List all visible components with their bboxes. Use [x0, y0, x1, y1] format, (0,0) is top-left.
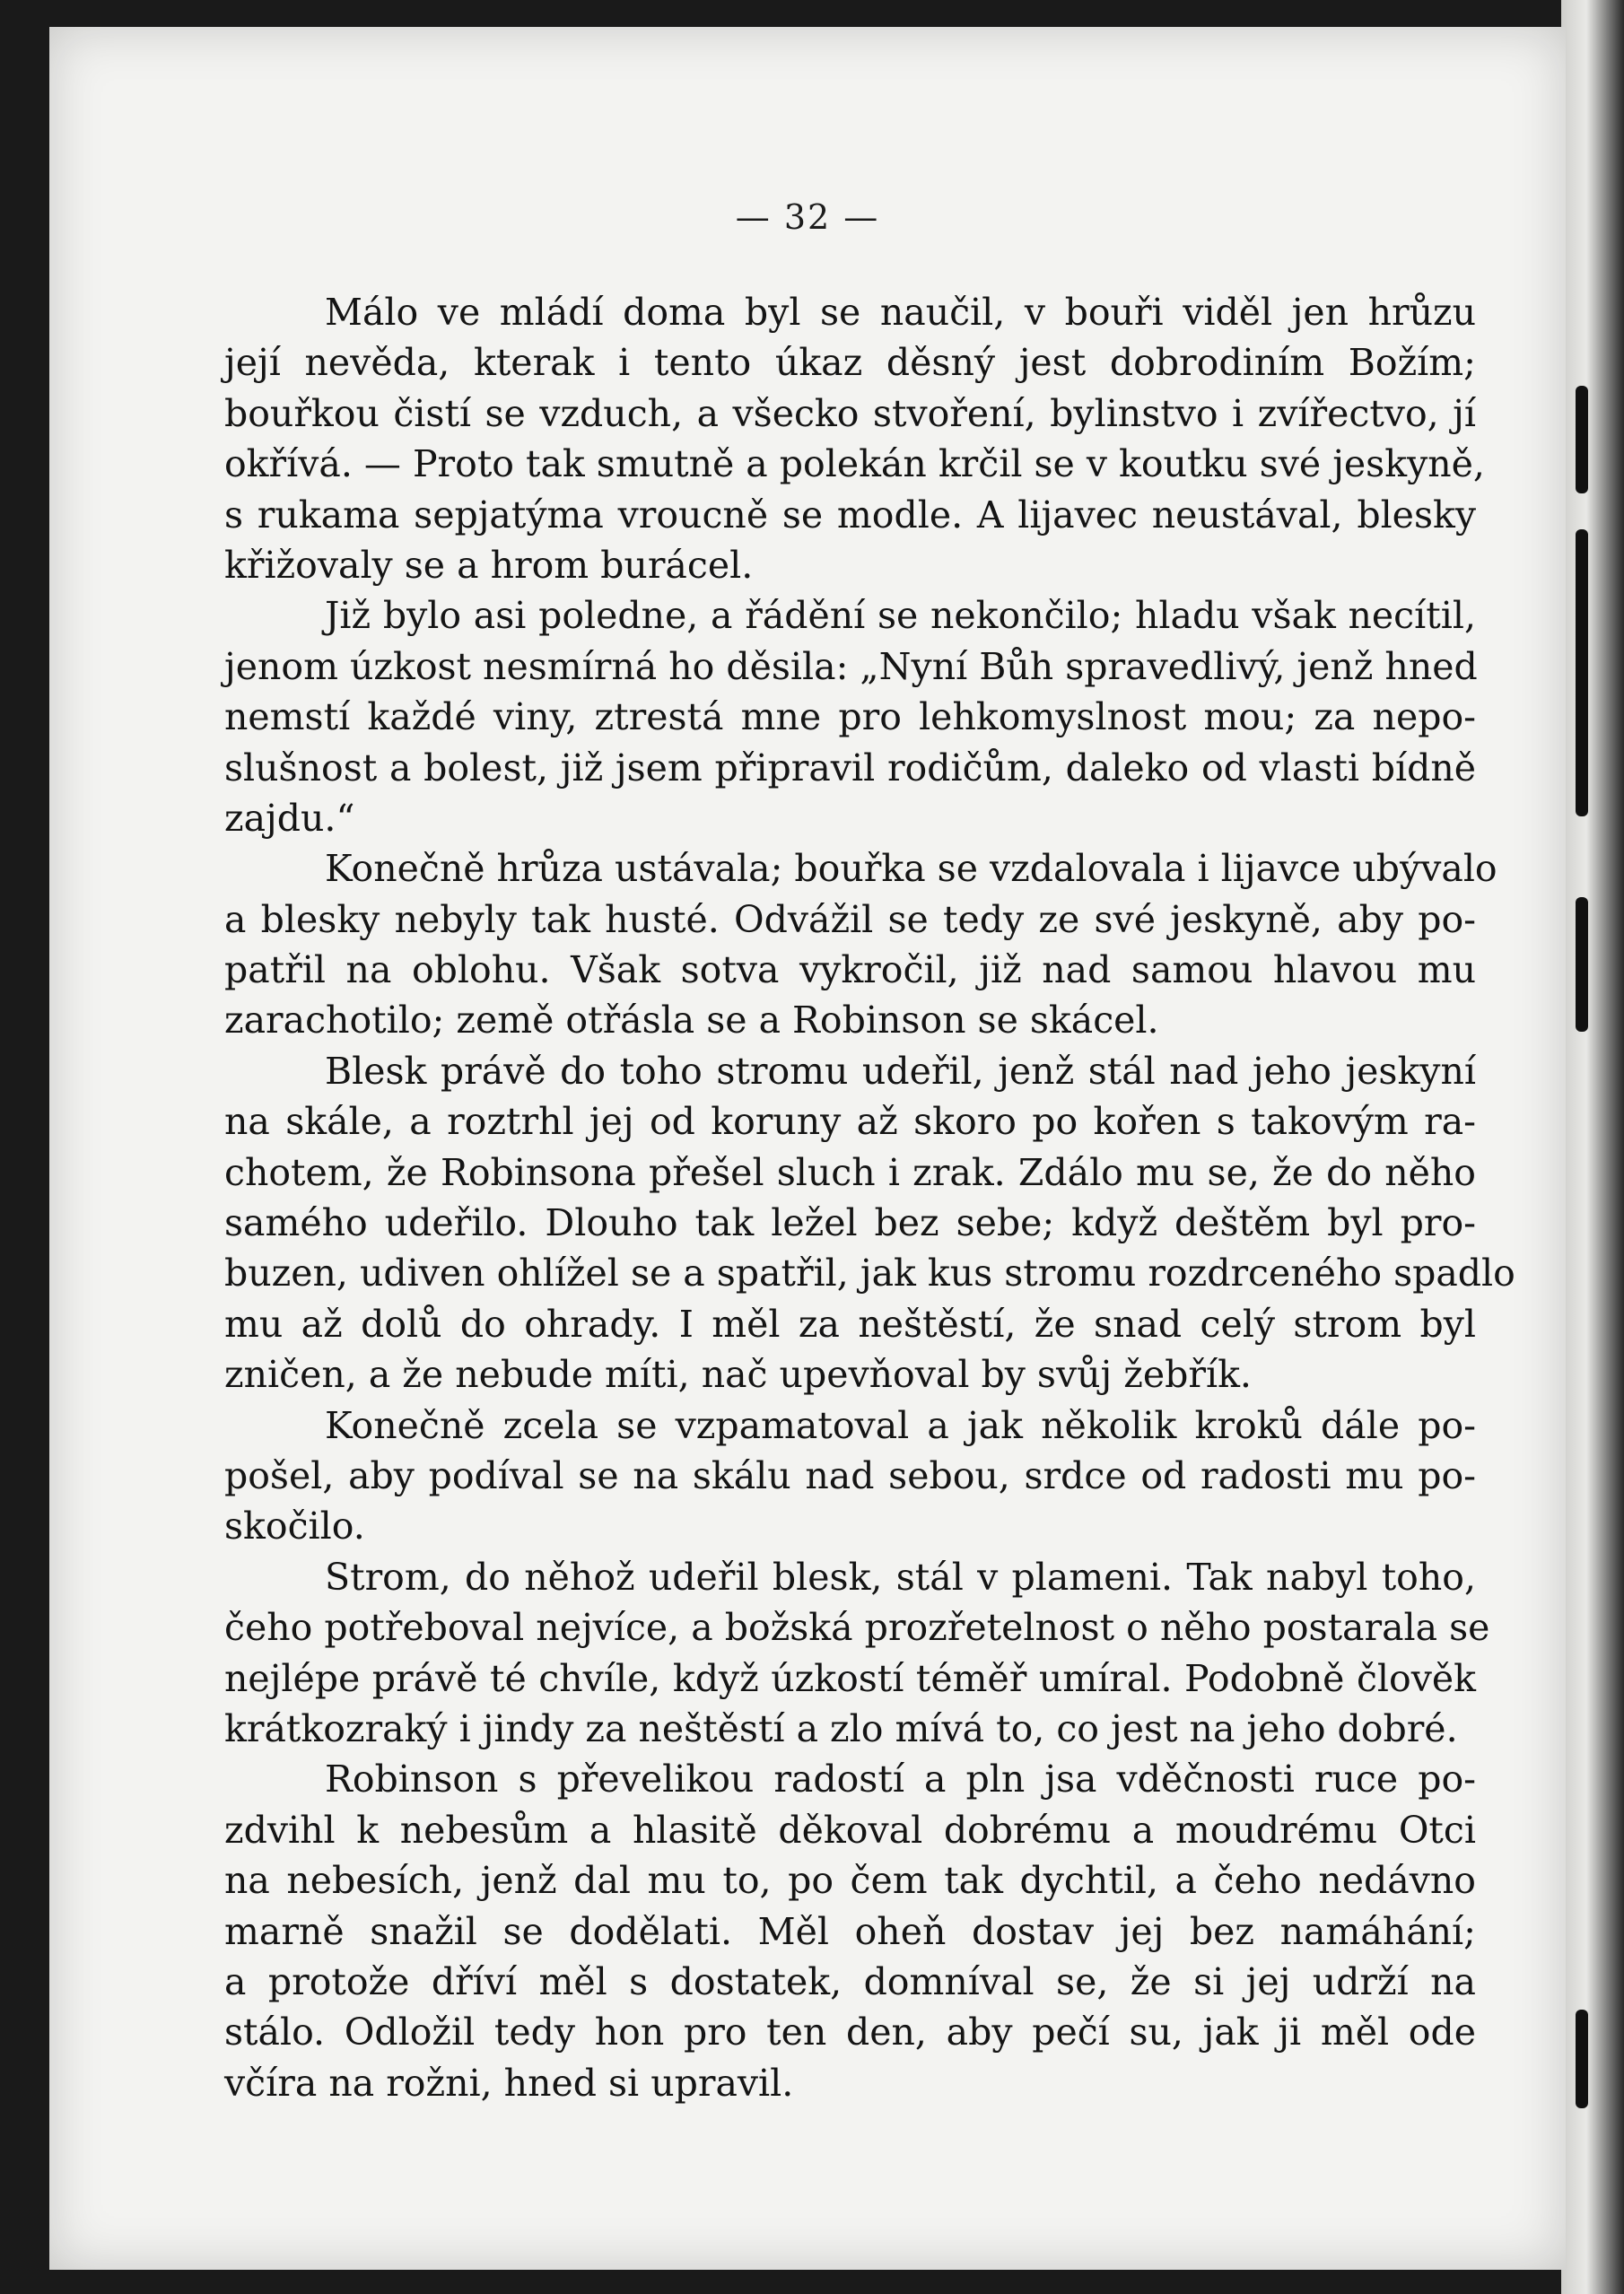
text-line: Již bylo asi poledne, a řádění se nekončilo; hladu však necítil,	[325, 594, 1476, 638]
text-line: čeho potřeboval nejvíce, a božská prozřetelnost o něho postarala se	[224, 1606, 1490, 1650]
paragraph	[224, 1754, 1476, 2108]
text-line: Konečně hrůza ustávala; bouřka se vzdalovala i lijavce ubývalo	[325, 847, 1497, 891]
paragraph	[224, 590, 1476, 843]
text-line: nemstí každé viny, ztrestá mne pro lehkomyslnost mou; za nepo-	[224, 695, 1476, 739]
text-line: jenom úzkost nesmírná ho děsila: „Nyní Bůh spravedlivý, jenž hned	[224, 644, 1478, 688]
binding-mark	[1576, 897, 1588, 1032]
text-line: Robinson s převelikou radostí a pln jsa vděčnosti ruce po-	[325, 1758, 1476, 1801]
text-line: pošel, aby podíval se na skálu nad sebou, srdce od radosti mu po-	[224, 1453, 1476, 1497]
text-line: slušnost a bolest, již jsem připravil rodičům, daleko od vlasti bídně	[224, 746, 1476, 789]
text-line: nejlépe právě té chvíle, když úzkostí téměř umíral. Podobně člověk	[224, 1656, 1476, 1700]
text-line: zdvihl k nebesům a hlasitě děkoval dobrému a moudrému Otci	[224, 1808, 1476, 1852]
text-line: zarachotilo; země otřásla se a Robinson se skácel.	[224, 999, 1159, 1042]
text-line: samého udeřilo. Dlouho tak ležel bez sebe; když deštěm byl pro-	[224, 1201, 1476, 1245]
text-line: Strom, do něhož udeřil blesk, stál v plameni. Tak nabyl toho,	[325, 1555, 1476, 1599]
text-line: Blesk právě do toho stromu udeřil, jenž stál nad jeho jeskyní	[325, 1049, 1476, 1093]
binding-mark	[1576, 529, 1588, 816]
text-line: bouřkou čistí se vzduch, a všecko stvoření, bylinstvo i zvířectvo, jí	[224, 391, 1476, 435]
page-number: — 32 —	[735, 197, 880, 237]
text-line: marně snažil se dodělati. Měl oheň dostav jej bez namáhání;	[224, 1909, 1476, 1953]
text-line: buzen, udiven ohlížel se a spatřil, jak kus stromu rozdrceného spadlo	[224, 1252, 1515, 1295]
book-page	[49, 27, 1566, 2270]
text-line: včíra na rožni, hned si upravil.	[224, 2061, 794, 2105]
text-line: patřil na oblohu. Však sotva vykročil, již nad samou hlavou mu	[224, 948, 1476, 992]
text-line: a blesky nebyly tak husté. Odvážil se tedy ze své jeskyně, aby po-	[224, 897, 1476, 941]
text-line: zajdu.“	[224, 796, 355, 840]
paragraph	[224, 843, 1497, 1046]
text-line: na nebesích, jenž dal mu to, po čem tak dychtil, a čeho nedávno	[224, 1859, 1476, 1903]
text-line: krátkozraký i jindy za neštěstí a zlo mívá to, co jest na jeho dobré.	[224, 1706, 1458, 1750]
page-edge-shadow	[1561, 0, 1624, 2294]
paragraph	[224, 1046, 1515, 1400]
text-line: na skále, a roztrhl jej od koruny až skoro po kořen s takovým ra-	[224, 1100, 1476, 1144]
body-text	[224, 287, 1515, 2108]
text-line: Málo ve mládí doma byl se naučil, v bouři viděl jen hrůzu	[325, 291, 1476, 334]
text-line: chotem, že Robinsona přešel sluch i zrak. Zdálo mu se, že do něho	[224, 1150, 1476, 1194]
text-line: Konečně zcela se vzpamatoval a jak několik kroků dále po-	[325, 1403, 1476, 1447]
text-line: mu až dolů do ohrady. I měl za neštěstí, že snad celý strom byl	[224, 1302, 1476, 1346]
paragraph	[224, 1400, 1476, 1552]
binding-mark	[1576, 2010, 1588, 2108]
text-line: okřívá. — Proto tak smutně a polekán krčil se v koutku své jeskyně,	[224, 442, 1485, 486]
text-line: její nevěda, kterak i tento úkaz děsný jest dobrodiním Božím;	[224, 341, 1476, 385]
text-line: skočilo.	[224, 1505, 365, 1548]
binding-mark	[1576, 386, 1588, 493]
text-line: zničen, a že nebude míti, nač upevňoval by svůj žebřík.	[224, 1353, 1252, 1397]
paragraph	[224, 1552, 1490, 1755]
paragraph	[224, 287, 1485, 590]
text-line: a protože dříví měl s dostatek, domníval se, že si jej udrží na	[224, 1959, 1476, 2003]
text-line: s rukama sepjatýma vroucně se modle. A lijavec neustával, blesky	[224, 493, 1476, 536]
text-line: stálo. Odložil tedy hon pro ten den, aby pečí su, jak ji měl ode	[224, 2011, 1476, 2054]
text-line: křižovaly se a hrom burácel.	[224, 543, 754, 587]
